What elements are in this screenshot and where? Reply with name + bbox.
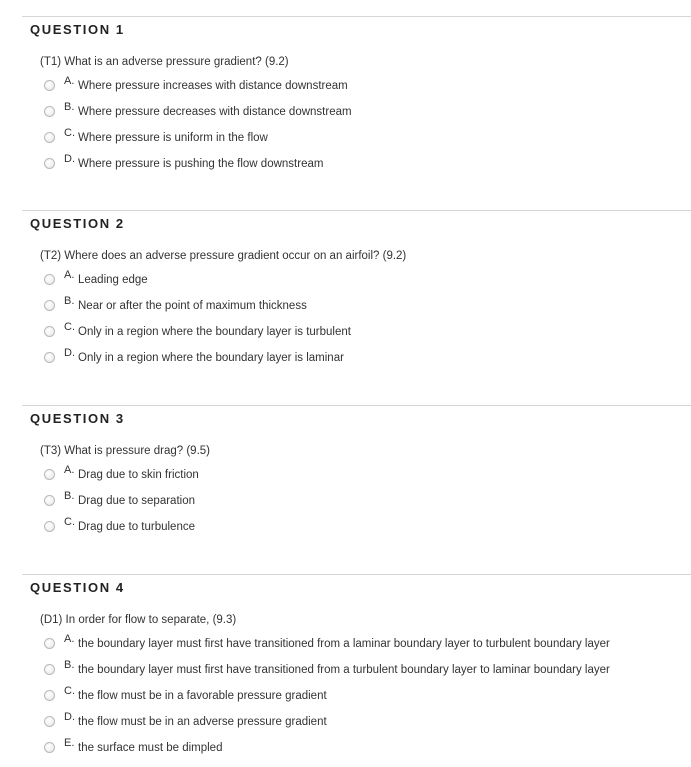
option-letter: B. — [64, 490, 75, 502]
option-letter: B. — [64, 659, 75, 671]
option-text: the boundary layer must first have transitioned from a turbulent boundary layer to laminar boundary layer — [78, 664, 610, 676]
option-letter: B. — [64, 295, 75, 307]
option-text: Drag due to separation — [78, 495, 195, 507]
radio-button[interactable] — [44, 274, 55, 285]
question-divider — [22, 405, 691, 406]
radio-button[interactable] — [44, 326, 55, 337]
option-letter: B. — [64, 101, 75, 113]
option-text: Only in a region where the boundary layer is laminar — [78, 352, 344, 364]
option-text: Only in a region where the boundary layer is turbulent — [78, 326, 351, 338]
option-letter: D. — [64, 153, 75, 165]
option-letter: A. — [64, 269, 75, 281]
option-text: Drag due to turbulence — [78, 521, 195, 533]
option-letter: C. — [64, 321, 75, 333]
option-letter: D. — [64, 347, 75, 359]
question-title: QUESTION 2 — [30, 216, 125, 231]
option-letter: C. — [64, 516, 75, 528]
radio-button[interactable] — [44, 716, 55, 727]
radio-button[interactable] — [44, 300, 55, 311]
question-divider — [22, 210, 691, 211]
radio-button[interactable] — [44, 132, 55, 143]
option-text: Where pressure decreases with distance downstream — [78, 106, 352, 118]
question-divider — [22, 574, 691, 575]
question-prompt: (T3) What is pressure drag? (9.5) — [40, 445, 211, 457]
radio-button[interactable] — [44, 495, 55, 506]
radio-button[interactable] — [44, 158, 55, 169]
question-title: QUESTION 1 — [30, 22, 125, 37]
radio-button[interactable] — [44, 664, 55, 675]
question-prompt: (T1) What is an adverse pressure gradient? (9.2) — [40, 56, 289, 68]
option-text: Drag due to skin friction — [78, 469, 199, 481]
option-text: the boundary layer must first have transitioned from a laminar boundary layer to turbulent boundary layer — [78, 638, 610, 650]
radio-button[interactable] — [44, 521, 55, 532]
option-text: the surface must be dimpled — [78, 742, 223, 754]
option-letter: C. — [64, 127, 75, 139]
radio-button[interactable] — [44, 106, 55, 117]
radio-button[interactable] — [44, 352, 55, 363]
option-text: the flow must be in a favorable pressure gradient — [78, 690, 327, 702]
option-letter: A. — [64, 464, 75, 476]
radio-button[interactable] — [44, 469, 55, 480]
radio-button[interactable] — [44, 80, 55, 91]
option-text: Where pressure increases with distance downstream — [78, 80, 348, 92]
option-letter: A. — [64, 75, 75, 87]
radio-button[interactable] — [44, 690, 55, 701]
option-letter: E. — [64, 737, 75, 749]
option-text: Leading edge — [78, 274, 148, 286]
radio-button[interactable] — [44, 638, 55, 649]
question-title: QUESTION 4 — [30, 580, 125, 595]
option-letter: A. — [64, 633, 75, 645]
question-prompt: (T2) Where does an adverse pressure gradient occur on an airfoil? (9.2) — [40, 250, 407, 262]
option-letter: D. — [64, 711, 75, 723]
question-divider — [22, 16, 691, 17]
radio-button[interactable] — [44, 742, 55, 753]
option-text: Where pressure is pushing the flow downstream — [78, 158, 324, 170]
option-text: the flow must be in an adverse pressure gradient — [78, 716, 327, 728]
question-prompt: (D1) In order for flow to separate, (9.3) — [40, 614, 237, 626]
option-text: Near or after the point of maximum thickness — [78, 300, 307, 312]
question-title: QUESTION 3 — [30, 411, 125, 426]
option-text: Where pressure is uniform in the flow — [78, 132, 268, 144]
option-letter: C. — [64, 685, 75, 697]
